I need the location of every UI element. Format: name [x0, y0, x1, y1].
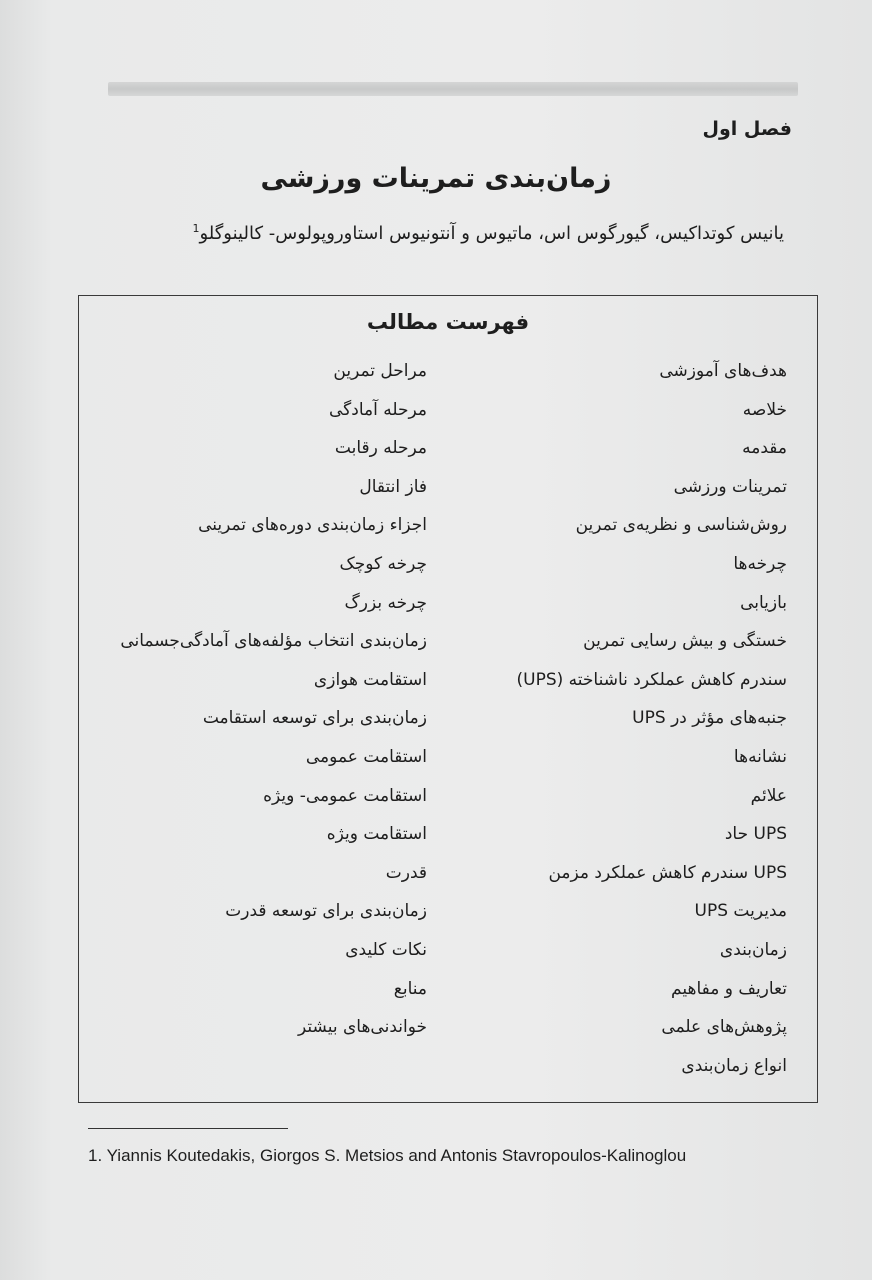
toc-entry: قدرت	[385, 862, 427, 883]
toc-entry: چرخه بزرگ	[344, 592, 427, 613]
toc-heading: فهرست مطالب	[366, 310, 530, 334]
toc-entry: اجزاء زمان‌بندی دوره‌های تمرینی	[198, 515, 427, 536]
toc-entry: استقامت هوازی	[313, 669, 427, 690]
authors-line	[192, 222, 784, 244]
toc-entry: زمان‌بندی برای توسعه استقامت	[202, 708, 427, 729]
toc-entry: مقدمه	[742, 438, 787, 459]
toc-entry: مراحل تمرین	[333, 361, 427, 381]
footnote-marker: 1	[192, 222, 200, 235]
running-header-rule	[108, 82, 798, 96]
toc-entry: زمان‌بندی انتخاب مؤلفه‌های آمادگی‌جسمانی	[120, 631, 427, 652]
chapter-label: فصل اول	[702, 118, 792, 140]
toc-entry: استقامت ویژه	[326, 824, 427, 845]
toc-entry: چرخه‌ها	[733, 553, 787, 574]
toc-entry: فاز انتقال	[359, 476, 427, 497]
toc-entry: استقامت عمومی	[305, 746, 427, 767]
authors-text: یانیس کوتداکیس، گیورگوس اس، ماتیوس و آنتونیوس استاوروپولوس- کالینوگلو	[199, 223, 784, 244]
table-of-contents	[78, 295, 818, 1103]
toc-entry: استقامت عمومی- ویژه	[263, 785, 427, 806]
toc-entry: زمان‌بندی برای توسعه قدرت	[225, 901, 427, 922]
toc-entry: چرخه کوچک	[339, 553, 427, 574]
toc-entry: منابع	[393, 978, 427, 999]
footnote: 1. Yiannis Koutedakis, Giorgos S. Metsios and Antonis Stavropoulos-Kalinoglou	[88, 1146, 687, 1165]
toc-entry: خواندنی‌های بیشتر	[298, 1017, 427, 1038]
toc-entry: تعاریف و مفاهیم	[671, 978, 787, 999]
toc-entry: تمرینات ورزشی	[673, 476, 787, 497]
toc-entry: مرحله رقابت	[334, 438, 427, 459]
toc-entry: نکات کلیدی	[345, 939, 427, 960]
toc-entry: علائم	[750, 785, 787, 806]
toc-left-column	[87, 352, 427, 1047]
toc-entry: جنبه‌های مؤثر در UPS	[632, 708, 787, 729]
toc-entry: UPS حاد	[724, 824, 787, 845]
toc-entry: روش‌شناسی و نظریه‌ی تمرین	[575, 515, 787, 536]
toc-entry: مرحله آمادگی	[329, 399, 427, 420]
toc-entry: مدیریت UPS	[694, 901, 787, 922]
toc-entry: بازیابی	[740, 592, 787, 613]
toc-entry: هدف‌های آموزشی	[659, 361, 787, 381]
toc-entry: پژوهش‌های علمی	[661, 1017, 787, 1038]
toc-entry: سندرم کاهش عملکرد ناشناخته (UPS)	[516, 669, 787, 690]
chapter-title: زمان‌بندی تمرینات ورزشی	[260, 163, 612, 194]
toc-entry: خستگی و بیش رسایی تمرین	[583, 631, 787, 652]
toc-entry: زمان‌بندی	[719, 939, 787, 960]
toc-entry: خلاصه	[742, 399, 787, 420]
toc-entry: انواع زمان‌بندی	[681, 1055, 787, 1076]
toc-entry: نشانه‌ها	[733, 746, 787, 767]
toc-right-column	[467, 352, 787, 1085]
toc-entry: UPS سندرم کاهش عملکرد مزمن	[548, 862, 787, 883]
footnote-rule	[88, 1128, 288, 1129]
